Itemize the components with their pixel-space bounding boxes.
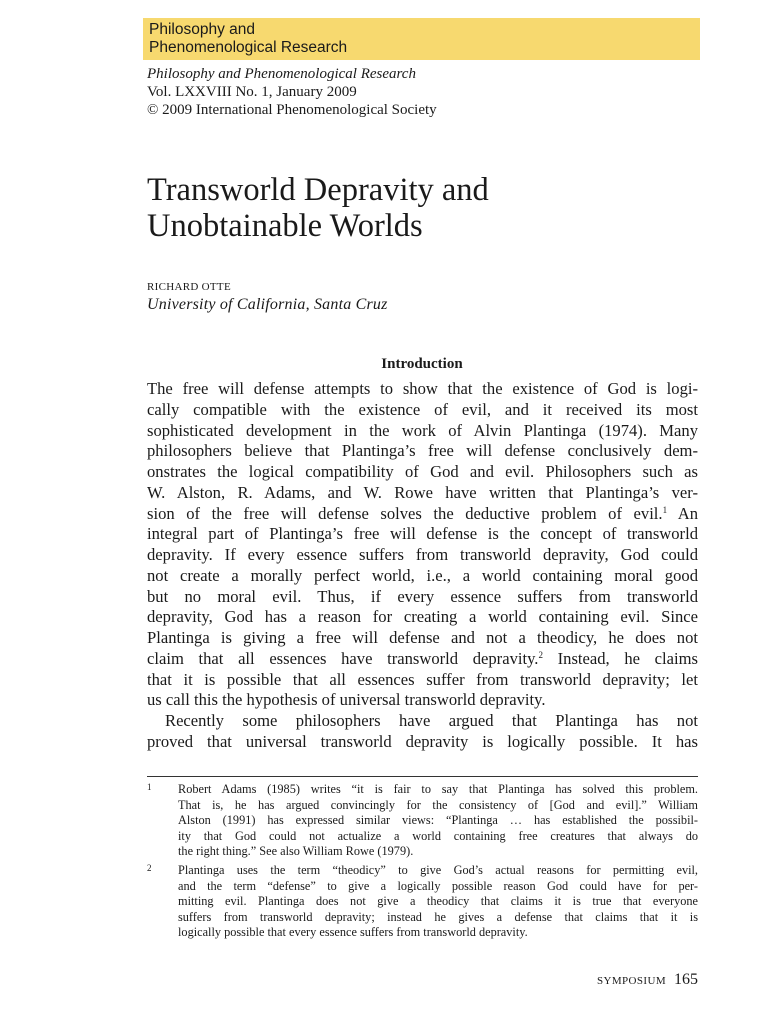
- journal-banner-line-1: Philosophy and: [149, 21, 255, 38]
- journal-banner-line-2: Phenomenological Research: [149, 39, 348, 56]
- body-line: integral part of Plantinga’s free will defense is the concept of transworld: [147, 524, 698, 544]
- footnote-line: ity that God could not actualize a world containing free creatures that always do: [178, 828, 698, 843]
- page-number: 165: [674, 971, 698, 988]
- footnote-line: Alston (1991) has expressed similar views: “Plantinga … has established the possibil-: [178, 813, 698, 828]
- footnote-line: mitting evil. Plantinga does not give a theodicy that claims it is true that everyone: [178, 894, 698, 909]
- body-line-text: Instead, he claims: [542, 648, 698, 668]
- journal-banner: [143, 18, 700, 60]
- body-line: depravity, God has a reason for creating a world containing evil. Since: [147, 607, 698, 627]
- body-line-text: sion of the free will defense solves the deductive problem of evil.: [147, 503, 663, 523]
- footnote-line: the right thing.” See also William Rowe (1979).: [178, 844, 414, 859]
- section-label: SYMPOSIUM: [596, 975, 666, 987]
- body-line: [147, 649, 698, 670]
- article-title-line-1: Transworld Depravity and: [147, 172, 489, 208]
- copyright-notice: © 2009 International Phenomenological Society: [147, 102, 437, 118]
- footnote-ref-2[interactable]: 2: [538, 649, 543, 660]
- body-line: sophisticated development in the work of Alvin Plantinga (1974). Many: [147, 420, 698, 440]
- author-affiliation: University of California, Santa Cruz: [147, 296, 388, 313]
- body-line: Recently some philosophers have argued that Plantinga has not: [165, 711, 698, 730]
- journal-name: Philosophy and Phenomenological Research: [147, 66, 416, 82]
- footnote-line: Robert Adams (1985) writes “it is fair to say that Plantinga has solved this problem.: [178, 782, 698, 796]
- footnote-1: [147, 782, 698, 860]
- body-line: Plantinga is giving a free will defense and not a theodicy, he does not: [147, 628, 698, 647]
- body-line: not create a morally perfect world, i.e., a world containing moral good: [147, 565, 698, 585]
- page-footer: [597, 971, 698, 989]
- author-name: RICHARD OTTE: [147, 281, 231, 293]
- footnote-line: Plantinga uses the term “theodicy” to give God’s actual reasons for permitting evil,: [178, 862, 698, 877]
- body-line-text: claim that all essences have transworld depravity.: [147, 648, 539, 668]
- body-line: The free will defense attempts to show that the existence of God is logi-: [147, 379, 698, 398]
- footnote-divider: [147, 776, 698, 777]
- footnote-line: logically possible that every essence suffers from transworld depravity.: [178, 925, 528, 940]
- body-line: us call this the hypothesis of universal transworld depravity.: [147, 690, 546, 710]
- body-line: onstrates the logical compatibility of God and evil. Philosophers such as: [147, 462, 698, 481]
- body-line: [147, 504, 698, 525]
- article-title-line-2: Unobtainable Worlds: [147, 208, 423, 244]
- footnote-line: That is, he has argued convincingly for the consistency of [God and evil].” William: [178, 797, 698, 812]
- footnote-number: 1: [147, 782, 152, 792]
- footnotes: [147, 782, 698, 944]
- body-line: that it is possible that all essences suffer from transworld depravity; let: [147, 669, 698, 689]
- body-line: but no moral evil. Thus, if every essence suffers from transworld: [147, 586, 698, 606]
- footnote-line: and the term “defense” to give a logically possible reason God could have for per-: [178, 878, 698, 893]
- body-line: depravity. If every essence suffers from transworld depravity, God could: [147, 545, 698, 564]
- body-line: cally compatible with the existence of evil, and it received its most: [147, 399, 698, 419]
- body-line: W. Alston, R. Adams, and W. Rowe have written that Plantinga’s ver-: [147, 482, 698, 502]
- body-line-text: An: [667, 503, 698, 523]
- article-title: [147, 172, 707, 244]
- body-text: [147, 379, 698, 753]
- volume-info: Vol. LXXVIII No. 1, January 2009: [147, 84, 357, 100]
- body-line: proved that universal transworld depravity is logically possible. It has: [147, 731, 698, 751]
- body-line: philosophers believe that Plantinga’s free will defense conclusively dem-: [147, 441, 698, 461]
- publication-info: [147, 65, 437, 119]
- footnote-2: [147, 863, 698, 941]
- footnote-ref-1[interactable]: 1: [662, 504, 668, 515]
- section-heading: Introduction: [381, 356, 463, 372]
- footnote-number: 2: [147, 862, 152, 873]
- footnote-line: suffers from transworld depravity; instead he gives a defense that claims that it is: [178, 909, 698, 924]
